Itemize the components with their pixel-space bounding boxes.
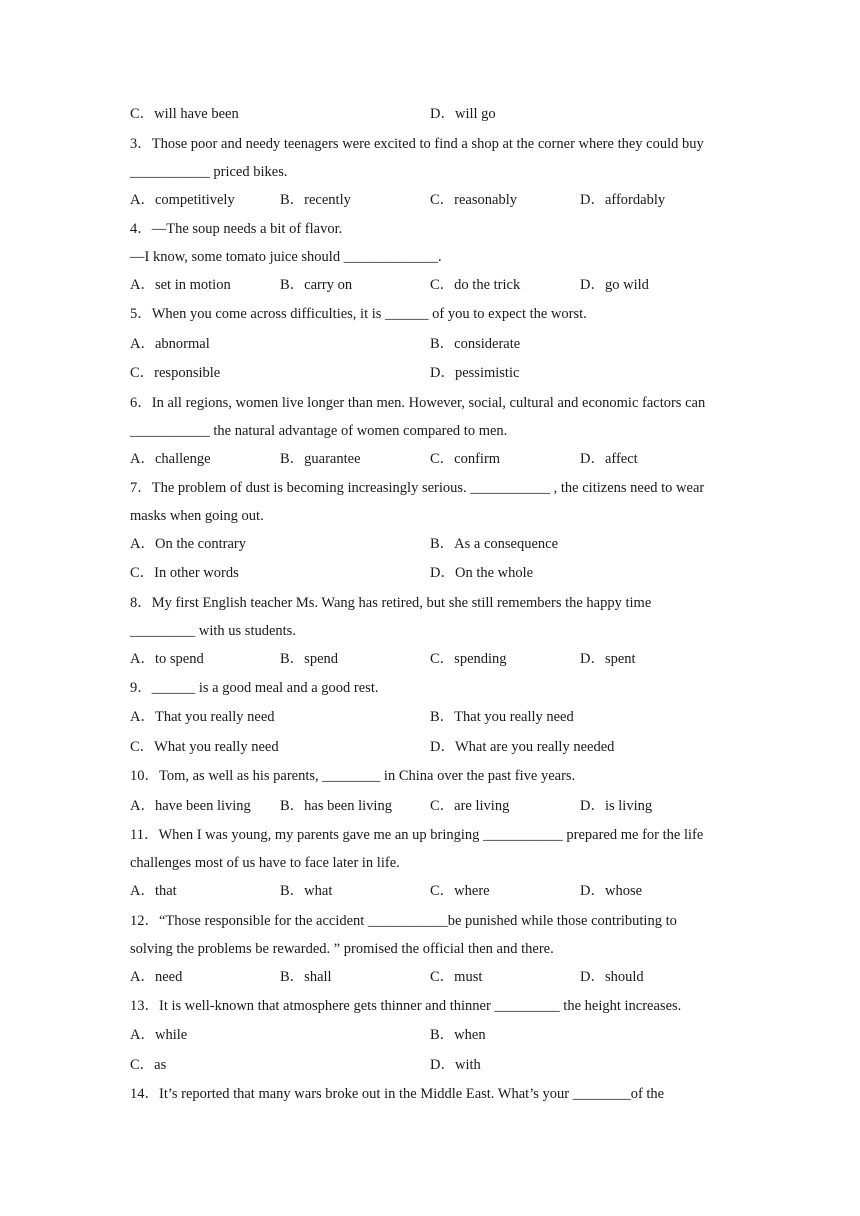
answer-option: D．spent [580,651,636,667]
answer-option: B．recently [280,192,351,208]
answer-option: D．is living [580,798,653,814]
question-text: —I know, some tomato juice should _____________. [130,249,442,265]
question-text: 3．Those poor and needy teenagers were excited to find a shop at the corner where they could buy [130,136,704,152]
question-line [0,393,860,413]
options-row [0,707,860,727]
question-text: 7．The problem of dust is becoming increasingly serious. ___________ , the citizens need to wear [130,480,705,496]
answer-option: A．That you really need [130,709,275,725]
options-row [0,449,860,469]
answer-option: D．go wild [580,277,649,293]
answer-option: D．What are you really needed [430,739,615,755]
question-line [0,1084,860,1104]
question-text: ___________ priced bikes. [130,164,288,180]
answer-option: D．should [580,969,644,985]
answer-option: B．carry on [280,277,353,293]
answer-option: A．while [130,1027,188,1043]
question-text: 14．It’s reported that many wars broke out in the Middle East. What’s your ________of the [130,1086,665,1102]
answer-option: B．guarantee [280,451,361,467]
answer-option: C．spending [430,651,507,667]
answer-option: C．What you really need [130,739,279,755]
answer-option: B．spend [280,651,338,667]
question-text: solving the problems be rewarded. ” promised the official then and there. [130,941,554,957]
answer-option: A．On the contrary [130,536,246,552]
options-row [0,275,860,295]
question-line [0,996,860,1016]
answer-option: D．pessimistic [430,365,520,381]
answer-option: B．what [280,883,333,899]
answer-option: C．reasonably [430,192,517,208]
question-line [0,247,860,267]
question-text: challenges most of us have to face later in life. [130,855,400,871]
question-line [0,678,860,698]
options-row [0,737,860,757]
answer-option: D．affordably [580,192,666,208]
options-row [0,1055,860,1075]
answer-option: B．That you really need [430,709,574,725]
question-line [0,421,860,441]
answer-option: A．have been living [130,798,251,814]
options-row [0,649,860,669]
options-row [0,363,860,383]
question-text: _________ with us students. [130,623,296,639]
answer-option: A．set in motion [130,277,231,293]
question-text: masks when going out. [130,508,264,524]
options-row [0,534,860,554]
question-line [0,506,860,526]
question-text: 6．In all regions, women live longer than men. However, social, cultural and economic factors can [130,395,706,411]
question-text: ___________ the natural advantage of women compared to men. [130,423,508,439]
question-line [0,911,860,931]
question-text: 5．When you come across difficulties, it is ______ of you to expect the worst. [130,306,587,322]
answer-option: A．abnormal [130,336,210,352]
question-line [0,593,860,613]
question-line [0,853,860,873]
answer-option: B．considerate [430,336,521,352]
answer-option: D．affect [580,451,638,467]
question-line [0,825,860,845]
answer-option: C．confirm [430,451,501,467]
answer-option: A．need [130,969,183,985]
answer-option: C．do the trick [430,277,521,293]
answer-option: C．must [430,969,483,985]
answer-option: C．In other words [130,565,239,581]
options-row [0,190,860,210]
answer-option: B．shall [280,969,332,985]
answer-option: C．as [130,1057,167,1073]
answer-option: D．On the whole [430,565,534,581]
options-row [0,334,860,354]
answer-option: D．whose [580,883,643,899]
answer-option: C．where [430,883,490,899]
answer-option: D．with [430,1057,481,1073]
answer-option: B．has been living [280,798,392,814]
question-line [0,134,860,154]
answer-option: C．responsible [130,365,221,381]
question-text: 9．______ is a good meal and a good rest. [130,680,379,696]
options-row [0,967,860,987]
options-row [0,881,860,901]
question-text: 8．My first English teacher Ms. Wang has retired, but she still remembers the happy time [130,595,652,611]
answer-option: A．competitively [130,192,235,208]
question-text: 11．When I was young, my parents gave me an up bringing ___________ prepared me for the life [130,827,704,843]
question-line [0,478,860,498]
answer-option: D．will go [430,106,496,122]
options-row [0,104,860,124]
options-row [0,1025,860,1045]
answer-option: B．when [430,1027,486,1043]
question-text: 4．—The soup needs a bit of flavor. [130,221,343,237]
question-line [0,162,860,182]
answer-option: A．to spend [130,651,204,667]
question-text: 12．“Those responsible for the accident ___________be punished while those contributing to [130,913,677,929]
answer-option: C．will have been [130,106,239,122]
question-line [0,939,860,959]
question-line [0,219,860,239]
answer-option: C．are living [430,798,510,814]
answer-option: A．that [130,883,177,899]
question-line [0,304,860,324]
question-line [0,621,860,641]
question-text: 13．It is well-known that atmosphere gets thinner and thinner _________ the height increases. [130,998,682,1014]
question-line [0,766,860,786]
options-row [0,796,860,816]
answer-option: A．challenge [130,451,211,467]
question-text: 10．Tom, as well as his parents, ________ in China over the past five years. [130,768,576,784]
answer-option: B．As a consequence [430,536,559,552]
options-row [0,563,860,583]
